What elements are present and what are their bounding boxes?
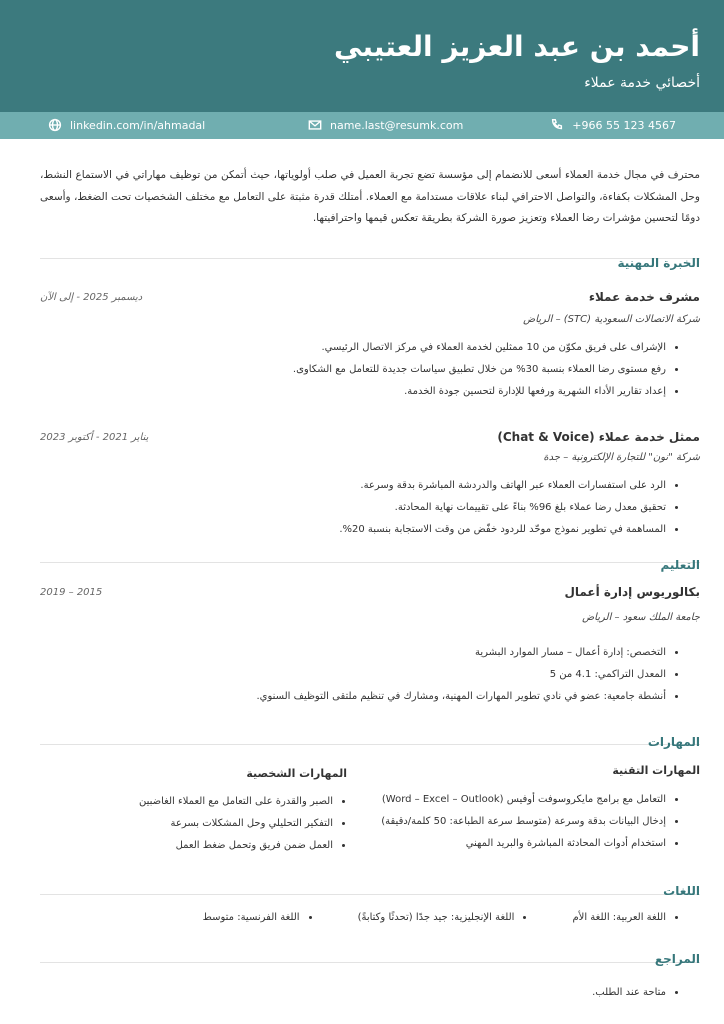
contact-linkedin[interactable] [48,118,205,132]
contact-phone[interactable] [550,118,676,132]
candidate-name: أحمد بن عبد العزيز العتيبي [334,30,700,63]
list-item: • أنشطة جامعية: عضو في نادي تطوير المهارات المهنية، ومشارك في تنظيم ملتقى التوظيف السنوي. [256,686,666,708]
job-date: ديسمبر 2025 - إلى الآن [40,292,143,303]
personal-skills-title: المهارات الشخصية [246,767,347,780]
references-list [592,982,666,1004]
job-role: مشرف خدمة عملاء [588,290,700,304]
languages-list [203,912,666,923]
candidate-job-title: أخصائي خدمة عملاء [584,75,700,91]
professional-summary: محترف في مجال خدمة العملاء أسعى للانضمام إلى مؤسسة تضع تجربة العميل في صلب أولوياتها، حيث أتمكن من توظيف مهاراتي في الاستماع النشط، وحل المشكلات بكفاءة، والتواصل الاحترافي لبناء علاقات مستدامة مع العملاء. أمتلك قدرة مثبتة على التعامل مع مختلف الشخصيات تحت الضغط، وأسعى دومًا لتحسين مؤشرات رضا العملاء وتعزيز صورة الشركة بطريقة تعكس قيمها واحترافيتها. [40,169,700,225]
list-item: • تحقيق معدل رضا عملاء بلغ 96% بناءً على تقييمات نهاية المحادثة. [339,497,666,519]
section-title-experience: الخبرة المهنية [617,256,700,270]
list-item: • المعدل التراكمي: 4.1 من 5 [256,664,666,686]
contact-email[interactable] [308,118,463,132]
list-item: • إدخال البيانات بدقة وسرعة (متوسط سرعة الطباعة: 50 كلمة/دقيقة) [381,811,666,833]
list-item: • إعداد تقارير الأداء الشهرية ورفعها للإدارة لتحسين جودة الخدمة. [293,381,666,403]
section-divider [40,744,700,745]
phone-icon [550,118,564,132]
list-item: • العمل ضمن فريق وتحمل ضغط العمل [139,835,333,857]
section-divider [40,962,700,963]
school-name: جامعة الملك سعود – الرياض [582,612,700,623]
resume-header [0,0,724,112]
personal-skills-list [139,791,333,857]
contact-bar [0,112,724,139]
job-bullets-1 [293,337,666,403]
email-address: name.last@resumk.com [330,118,464,132]
job-header-2 [40,430,700,448]
envelope-icon [308,118,322,132]
list-item: • التفكير التحليلي وحل المشكلات بسرعة [139,813,333,835]
section-divider [40,258,700,259]
education-bullets [256,642,666,708]
education-date: 2015 – 2019 [40,587,103,598]
section-title-skills: المهارات [647,735,700,749]
education-header [40,585,700,603]
list-item: • استخدام أدوات المحادثة المباشرة والبريد المهني [381,833,666,855]
job-date: يناير 2021 - أكتوبر 2023 [40,432,149,443]
section-divider [40,894,700,895]
section-title-education: التعليم [660,558,700,572]
job-role: ممثل خدمة عملاء (Chat & Voice) [497,430,700,444]
phone-number: +966 55 123 4567 [572,118,676,132]
technical-skills-title: المهارات التقنية [612,764,700,777]
job-bullets-2 [339,475,666,541]
list-item: • اللغة الفرنسية: متوسط [203,912,300,923]
list-item: • متاحة عند الطلب. [592,982,666,1004]
list-item: • المساهمة في تطوير نموذج موحّد للردود خفّض من وقت الاستجابة بنسبة 20%. [339,519,666,541]
list-item: • الصبر والقدرة على التعامل مع العملاء الغاضبين [139,791,333,813]
globe-icon [48,118,62,132]
list-item: • التخصص: إدارة أعمال – مسار الموارد البشرية [256,642,666,664]
job-header-1 [40,290,700,308]
job-company: شركة الاتصالات السعودية (STC) – الرياض [523,314,700,325]
technical-skills-list [381,789,666,855]
section-divider [40,562,700,563]
degree-title: بكالوريوس إدارة أعمال [564,585,700,599]
linkedin-url: linkedin.com/in/ahmadal [70,118,206,132]
job-company: شركة "نون" للتجارة الإلكترونية – جدة [543,452,700,463]
list-item: • اللغة الإنجليزية: جيد جدًا (تحدثًا وكتابةً) [358,912,515,923]
list-item: • الرد على استفسارات العملاء عبر الهاتف والدردشة المباشرة بدقة وسرعة. [339,475,666,497]
list-item: • اللغة العربية: اللغة الأم [572,912,666,923]
section-title-references: المراجع [654,952,700,966]
section-title-languages: اللغات [663,884,700,898]
list-item: • التعامل مع برامج مايكروسوفت أوفيس (Word – Excel – Outlook) [381,789,666,811]
list-item: • رفع مستوى رضا العملاء بنسبة 30% من خلال تطبيق سياسات جديدة للتعامل مع الشكاوى. [293,359,666,381]
summary-block [40,165,700,230]
list-item: • الإشراف على فريق مكوّن من 10 ممثلين لخدمة العملاء في مركز الاتصال الرئيسي. [293,337,666,359]
